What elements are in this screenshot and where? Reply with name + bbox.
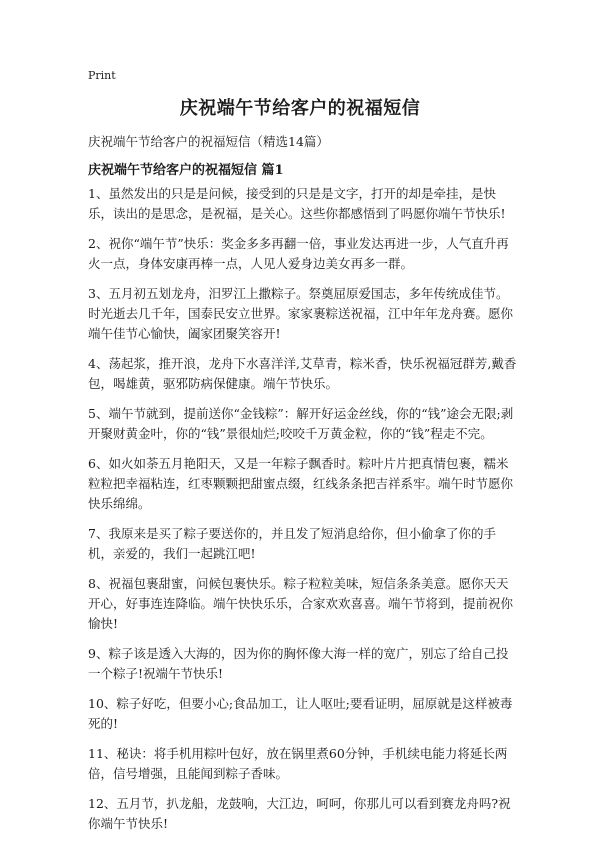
paragraph: 7、我原来是买了粽子要送你的，并且发了短消息给你，但小偷拿了你的手机，亲爱的，我们一起跳江吧! — [88, 526, 496, 561]
page-title: 庆祝端午节给客户的祝福短信 — [179, 98, 421, 119]
paragraph: 6、如火如荼五月艳阳天，又是一年粽子飘香时。粽叶片片把真情包裹，糯米粒粒把幸福粘连，红枣颗颗把甜蜜点缀，红线条条把吉祥系牢。端午时节愿你快乐绵绵。 — [88, 456, 514, 511]
paragraph: 11、秘诀：将手机用粽叶包好，放在锅里煮60分钟，手机续电能力将延长两倍，信号增强，且能闻到粽子香味。 — [88, 746, 508, 781]
paragraph: 4、荡起浆，推开浪，龙舟下水喜洋洋,艾草青，粽米香，快乐祝福冠群芳,戴香包，喝雄黄，驱邪防病保健康。端午节快乐。 — [88, 356, 517, 391]
paragraph: 9、粽子该是透入大海的，因为你的胸怀像大海一样的宽广，别忘了给自己投一个粽子!祝端午节快乐! — [88, 646, 509, 681]
print-link[interactable]: Print — [88, 69, 116, 82]
paragraph: 1、虽然发出的只是是问候，接受到的只是是文字，打开的却是牵挂，是快乐，读出的是思念，是祝福，是关心。这些你都感悟到了吗愿你端午节快乐! — [88, 186, 506, 221]
paragraph-list — [88, 184, 520, 844]
section-heading: 庆祝端午节给客户的祝福短信 篇1 — [88, 163, 284, 178]
paragraph: 12、五月节，扒龙船，龙鼓响，大江边，呵呵，你那儿可以看到赛龙舟吗?祝你端午节快乐! — [88, 796, 511, 831]
paragraph: 8、祝福包裹甜蜜，问候包裹快乐。粽子粒粒美味，短信条条美意。愿你天天开心，好事连连降临。端午快快乐乐，合家欢欢喜喜。端午节将到，提前祝你愉快! — [88, 576, 514, 631]
subtitle: 庆祝端午节给客户的祝福短信（精选14篇） — [88, 134, 329, 149]
paragraph: 5、端午节就到，提前送你“金钱粽”：解开好运金丝线，你的“钱”途会无限;剥开聚财黄金叶，你的“钱”景很灿烂;咬咬千万黄金粒，你的“钱”程走不完。 — [88, 406, 514, 441]
paragraph: 3、五月初五划龙舟，汨罗江上撒粽子。祭奠屈原爱国志，多年传统成佳节。时光逝去几千年，国泰民安立世界。家家裹粽送祝福，江中年年龙舟赛。愿你端午佳节心愉快，阖家团聚笑容开! — [88, 286, 514, 341]
paragraph: 10、粽子好吃，但要小心;食品加工，让人呕吐;要看证明，屈原就是这样被毒死的! — [88, 696, 513, 731]
paragraph: 2、祝你“端午节”快乐：奖金多多再翻一倍，事业发达再进一步，人气直升再火一点，身体安康再棒一点，人见人爱身边美女再多一群。 — [88, 236, 509, 271]
